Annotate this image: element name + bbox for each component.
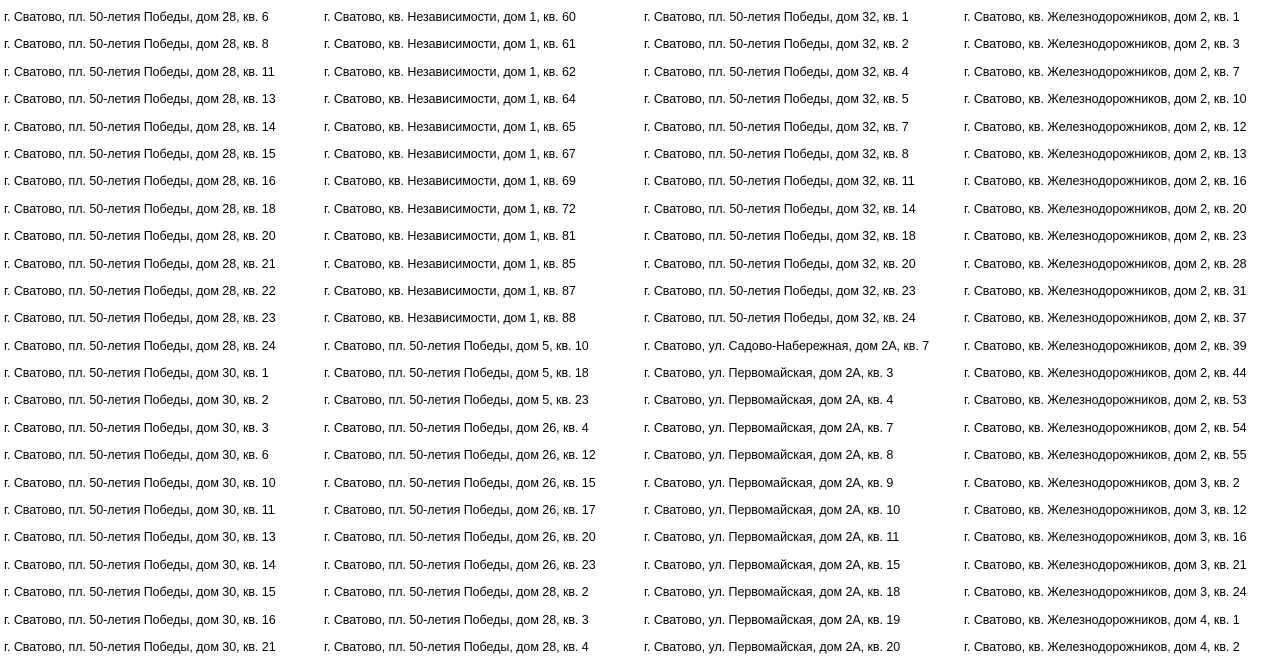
address-column-4 bbox=[960, 4, 1280, 661]
address-item: г. Сватово, кв. Железнодорожников, дом 2, кв. 3 bbox=[964, 37, 1240, 52]
address-item: г. Сватово, пл. 50-летия Победы, дом 30, кв. 1 bbox=[4, 366, 269, 381]
address-item: г. Сватово, пл. 50-летия Победы, дом 32, кв. 7 bbox=[644, 119, 909, 134]
address-item: г. Сватово, пл. 50-летия Победы, дом 28, кв. 4 bbox=[324, 639, 589, 654]
address-item: г. Сватово, кв. Железнодорожников, дом 3, кв. 24 bbox=[964, 585, 1247, 600]
address-item: г. Сватово, кв. Железнодорожников, дом 2, кв. 12 bbox=[964, 119, 1247, 134]
address-item: г. Сватово, пл. 50-летия Победы, дом 28, кв. 23 bbox=[4, 311, 276, 326]
address-column-3 bbox=[640, 4, 960, 661]
address-item: г. Сватово, кв. Железнодорожников, дом 2, кв. 16 bbox=[964, 174, 1247, 189]
address-item: г. Сватово, кв. Железнодорожников, дом 2, кв. 20 bbox=[964, 201, 1247, 216]
address-item: г. Сватово, ул. Садово-Набережная, дом 2А, кв. 7 bbox=[644, 338, 930, 353]
address-item: г. Сватово, кв. Железнодорожников, дом 2, кв. 7 bbox=[964, 64, 1240, 79]
address-item: г. Сватово, кв. Железнодорожников, дом 2, кв. 53 bbox=[964, 393, 1247, 408]
address-item: г. Сватово, пл. 50-летия Победы, дом 32, кв. 14 bbox=[644, 201, 916, 216]
address-item: г. Сватово, ул. Первомайская, дом 2А, кв. 7 bbox=[644, 420, 894, 435]
address-item: г. Сватово, пл. 50-летия Победы, дом 5, кв. 10 bbox=[324, 338, 589, 353]
address-item: г. Сватово, кв. Железнодорожников, дом 4, кв. 1 bbox=[964, 612, 1240, 627]
address-item: г. Сватово, пл. 50-летия Победы, дом 28, кв. 8 bbox=[4, 37, 269, 52]
address-column-2 bbox=[320, 4, 640, 661]
address-item: г. Сватово, пл. 50-летия Победы, дом 30, кв. 10 bbox=[4, 475, 276, 490]
address-item: г. Сватово, пл. 50-летия Победы, дом 32, кв. 20 bbox=[644, 256, 916, 271]
address-item: г. Сватово, пл. 50-летия Победы, дом 26, кв. 12 bbox=[324, 448, 596, 463]
address-item: г. Сватово, пл. 50-летия Победы, дом 28, кв. 16 bbox=[4, 174, 276, 189]
address-item: г. Сватово, пл. 50-летия Победы, дом 28, кв. 6 bbox=[4, 10, 269, 24]
address-item: г. Сватово, пл. 50-летия Победы, дом 30, кв. 21 bbox=[4, 639, 276, 654]
address-item: г. Сватово, пл. 50-летия Победы, дом 32, кв. 1 bbox=[644, 10, 909, 24]
address-item: г. Сватово, кв. Независимости, дом 1, кв. 81 bbox=[324, 229, 576, 244]
address-item: г. Сватово, кв. Железнодорожников, дом 2, кв. 44 bbox=[964, 366, 1247, 381]
address-item: г. Сватово, пл. 50-летия Победы, дом 30, кв. 3 bbox=[4, 420, 269, 435]
address-item: г. Сватово, пл. 50-летия Победы, дом 32, кв. 4 bbox=[644, 64, 909, 79]
address-item: г. Сватово, пл. 50-летия Победы, дом 30, кв. 16 bbox=[4, 612, 276, 627]
address-item: г. Сватово, кв. Железнодорожников, дом 3, кв. 16 bbox=[964, 530, 1247, 545]
address-item: г. Сватово, ул. Первомайская, дом 2А, кв. 18 bbox=[644, 585, 901, 600]
address-item: г. Сватово, кв. Независимости, дом 1, кв. 67 bbox=[324, 146, 576, 161]
address-item: г. Сватово, кв. Независимости, дом 1, кв. 88 bbox=[324, 311, 576, 326]
address-item: г. Сватово, кв. Независимости, дом 1, кв. 69 bbox=[324, 174, 576, 189]
address-item: г. Сватово, кв. Железнодорожников, дом 2, кв. 31 bbox=[964, 283, 1247, 298]
address-item: г. Сватово, кв. Железнодорожников, дом 2, кв. 10 bbox=[964, 92, 1247, 107]
address-item: г. Сватово, пл. 50-летия Победы, дом 28, кв. 24 bbox=[4, 338, 276, 353]
address-item: г. Сватово, кв. Железнодорожников, дом 4, кв. 2 bbox=[964, 639, 1240, 654]
address-item: г. Сватово, пл. 50-летия Победы, дом 32, кв. 18 bbox=[644, 229, 916, 244]
address-item: г. Сватово, ул. Первомайская, дом 2А, кв. 9 bbox=[644, 475, 894, 490]
address-item: г. Сватово, пл. 50-летия Победы, дом 28, кв. 14 bbox=[4, 119, 276, 134]
address-item: г. Сватово, ул. Первомайская, дом 2А, кв. 11 bbox=[644, 530, 900, 545]
address-item: г. Сватово, пл. 50-летия Победы, дом 28, кв. 21 bbox=[4, 256, 276, 271]
address-item: г. Сватово, кв. Железнодорожников, дом 3, кв. 12 bbox=[964, 503, 1247, 518]
address-item: г. Сватово, кв. Железнодорожников, дом 2, кв. 13 bbox=[964, 146, 1247, 161]
address-item: г. Сватово, пл. 50-летия Победы, дом 26, кв. 15 bbox=[324, 475, 596, 490]
address-item: г. Сватово, кв. Независимости, дом 1, кв. 87 bbox=[324, 283, 576, 298]
address-item: г. Сватово, кв. Независимости, дом 1, кв. 60 bbox=[324, 10, 576, 24]
address-item: г. Сватово, кв. Железнодорожников, дом 2, кв. 55 bbox=[964, 448, 1247, 463]
address-item: г. Сватово, пл. 50-летия Победы, дом 26, кв. 17 bbox=[324, 503, 596, 518]
address-item: г. Сватово, кв. Железнодорожников, дом 3, кв. 21 bbox=[964, 557, 1247, 572]
address-item: г. Сватово, пл. 50-летия Победы, дом 28, кв. 11 bbox=[4, 64, 275, 79]
address-item: г. Сватово, кв. Независимости, дом 1, кв. 64 bbox=[324, 92, 576, 107]
address-item: г. Сватово, пл. 50-летия Победы, дом 5, кв. 23 bbox=[324, 393, 589, 408]
address-item: г. Сватово, кв. Железнодорожников, дом 3, кв. 2 bbox=[964, 475, 1240, 490]
address-item: г. Сватово, пл. 50-летия Победы, дом 28, кв. 18 bbox=[4, 201, 276, 216]
address-item: г. Сватово, кв. Железнодорожников, дом 2, кв. 23 bbox=[964, 229, 1247, 244]
address-item: г. Сватово, ул. Первомайская, дом 2А, кв. 4 bbox=[644, 393, 894, 408]
address-item: г. Сватово, кв. Железнодорожников, дом 2, кв. 54 bbox=[964, 420, 1247, 435]
address-item: г. Сватово, пл. 50-летия Победы, дом 30, кв. 13 bbox=[4, 530, 276, 545]
address-item: г. Сватово, кв. Железнодорожников, дом 2, кв. 39 bbox=[964, 338, 1247, 353]
address-column-1 bbox=[0, 4, 320, 661]
address-item: г. Сватово, пл. 50-летия Победы, дом 28, кв. 22 bbox=[4, 283, 276, 298]
address-item: г. Сватово, кв. Независимости, дом 1, кв. 61 bbox=[324, 37, 576, 52]
address-item: г. Сватово, кв. Независимости, дом 1, кв. 72 bbox=[324, 201, 576, 216]
address-item: г. Сватово, пл. 50-летия Победы, дом 30, кв. 6 bbox=[4, 448, 269, 463]
address-item: г. Сватово, пл. 50-летия Победы, дом 5, кв. 18 bbox=[324, 366, 589, 381]
address-item: г. Сватово, кв. Независимости, дом 1, кв. 85 bbox=[324, 256, 576, 271]
address-item: г. Сватово, пл. 50-летия Победы, дом 32, кв. 8 bbox=[644, 146, 909, 161]
address-item: г. Сватово, ул. Первомайская, дом 2А, кв. 15 bbox=[644, 557, 901, 572]
address-item: г. Сватово, ул. Первомайская, дом 2А, кв. 19 bbox=[644, 612, 901, 627]
address-item: г. Сватово, кв. Независимости, дом 1, кв. 62 bbox=[324, 64, 576, 79]
address-item: г. Сватово, пл. 50-летия Победы, дом 30, кв. 2 bbox=[4, 393, 269, 408]
address-item: г. Сватово, пл. 50-летия Победы, дом 28, кв. 20 bbox=[4, 229, 276, 244]
address-item: г. Сватово, пл. 50-летия Победы, дом 30, кв. 14 bbox=[4, 557, 276, 572]
address-item: г. Сватово, ул. Первомайская, дом 2А, кв. 3 bbox=[644, 366, 894, 381]
address-item: г. Сватово, пл. 50-летия Победы, дом 28, кв. 13 bbox=[4, 92, 276, 107]
address-item: г. Сватово, пл. 50-летия Победы, дом 32, кв. 23 bbox=[644, 283, 916, 298]
address-item: г. Сватово, кв. Независимости, дом 1, кв. 65 bbox=[324, 119, 576, 134]
address-item: г. Сватово, пл. 50-летия Победы, дом 32, кв. 24 bbox=[644, 311, 916, 326]
address-item: г. Сватово, пл. 50-летия Победы, дом 32, кв. 2 bbox=[644, 37, 909, 52]
address-item: г. Сватово, ул. Первомайская, дом 2А, кв. 20 bbox=[644, 639, 901, 654]
address-item: г. Сватово, пл. 50-летия Победы, дом 26, кв. 20 bbox=[324, 530, 596, 545]
address-item: г. Сватово, пл. 50-летия Победы, дом 32, кв. 5 bbox=[644, 92, 909, 107]
address-item: г. Сватово, ул. Первомайская, дом 2А, кв. 10 bbox=[644, 503, 901, 518]
address-item: г. Сватово, кв. Железнодорожников, дом 2, кв. 37 bbox=[964, 311, 1247, 326]
address-item: г. Сватово, пл. 50-летия Победы, дом 30, кв. 11 bbox=[4, 503, 275, 518]
address-item: г. Сватово, пл. 50-летия Победы, дом 28, кв. 2 bbox=[324, 585, 589, 600]
address-item: г. Сватово, кв. Железнодорожников, дом 2, кв. 28 bbox=[964, 256, 1247, 271]
address-item: г. Сватово, пл. 50-летия Победы, дом 26, кв. 23 bbox=[324, 557, 596, 572]
address-item: г. Сватово, пл. 50-летия Победы, дом 28, кв. 15 bbox=[4, 146, 276, 161]
address-item: г. Сватово, пл. 50-летия Победы, дом 32, кв. 11 bbox=[644, 174, 915, 189]
address-item: г. Сватово, кв. Железнодорожников, дом 2, кв. 1 bbox=[964, 10, 1240, 24]
address-item: г. Сватово, ул. Первомайская, дом 2А, кв. 8 bbox=[644, 448, 894, 463]
address-item: г. Сватово, пл. 50-летия Победы, дом 30, кв. 15 bbox=[4, 585, 276, 600]
address-item: г. Сватово, пл. 50-летия Победы, дом 26, кв. 4 bbox=[324, 420, 589, 435]
address-item: г. Сватово, пл. 50-летия Победы, дом 28, кв. 3 bbox=[324, 612, 589, 627]
